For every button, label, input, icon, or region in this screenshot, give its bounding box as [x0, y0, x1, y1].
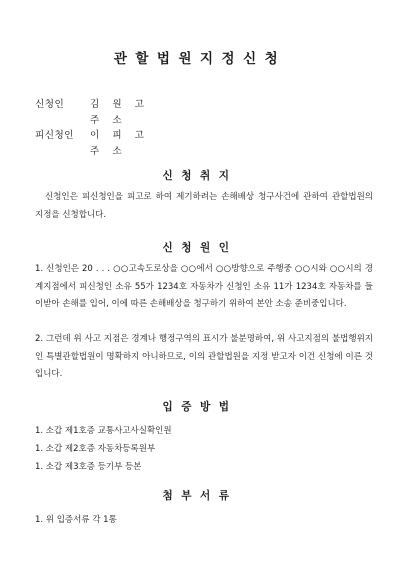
evidence-item-1: 1. 소갑 제1호증 교통사고사실확인원: [35, 426, 172, 436]
evidence-item-2: 1. 소갑 제2호증 자동차등록원부: [35, 444, 156, 454]
evidence-item-3: 1. 소갑 제3호증 등기부 등본: [35, 462, 142, 472]
respondent-role: 피신청인: [35, 130, 75, 141]
respondent-name: 이 피 고: [90, 130, 149, 141]
cause-item-1: 1. 신청인은 20 . . . ○○고속도로상을 ○○에서 ○○방향으로 주행중 ○○시와 ○○시의 경계지점에서 피신청인 소유 55가 1234호 자동차가 신청인 소유 11가 1234호 자동차를 들이받아 손해를 입어, 이에 따른 손해배상을 청구하기 위하여 본안 소송 준비중입니다.: [35, 264, 373, 309]
attachment-item-1: 1. 위 입증서류 각 1통: [35, 515, 117, 525]
applicant-address: 주 소: [90, 115, 127, 126]
respondent-address: 주 소: [90, 146, 127, 157]
applicant-name: 김 원 고: [90, 99, 149, 110]
cause-heading: 신청원인: [162, 242, 238, 254]
purpose-text: 신청인은 피신청인을 피고로 하여 제기하려는 손해배상 청구사건에 관하여 관할법원의 지정을 신청합니다.: [35, 192, 373, 220]
attachments-heading: 첨부서류: [162, 490, 238, 502]
purpose-heading: 신청취지: [162, 170, 238, 182]
document-title: 관할법원지정신청: [113, 51, 287, 67]
cause-item-2: 2. 그런데 위 사고 지점은 경계나 행정구역의 표시가 불분명하여, 위 사고지점의 불법행위지인 특별관할법원이 명확하지 아니하므로, 이의 관할법원을 지정 받고자 이건 신청에 이른 것입니다.: [35, 334, 373, 379]
applicant-role: 신청인: [35, 99, 65, 110]
evidence-heading: 입증방법: [162, 401, 238, 413]
